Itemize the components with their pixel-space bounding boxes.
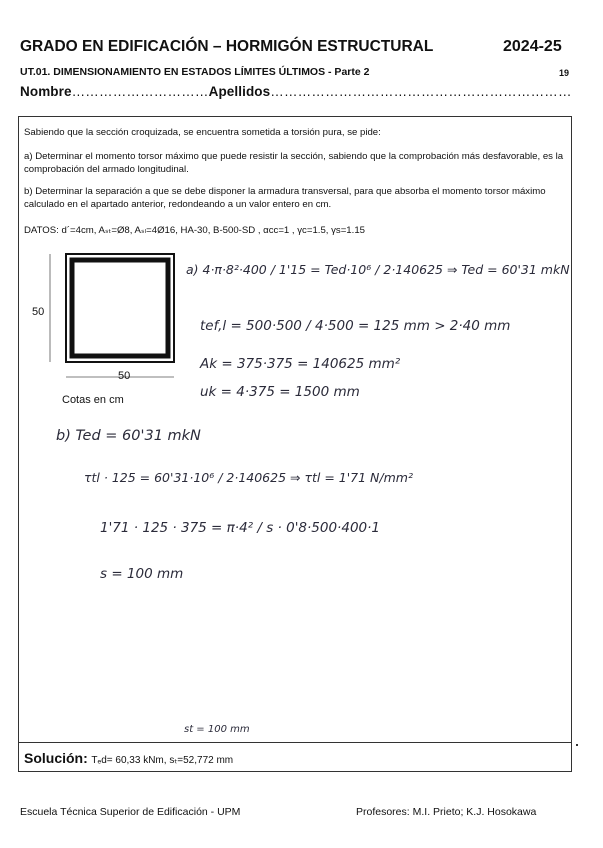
- solution-separator: [18, 742, 572, 743]
- handwritten-bottom-note: st = 100 mm: [184, 724, 250, 735]
- handwritten-line-b1: b) Ted = 60'31 mkN: [56, 428, 201, 444]
- problem-intro: Sabiendo que la sección croquizada, se encuentra sometida a torsión pura, se pide:: [24, 127, 381, 138]
- handwritten-line-b4: s = 100 mm: [100, 566, 184, 582]
- solution-line: [24, 750, 233, 766]
- document-title: GRADO EN EDIFICACIÓN – HORMIGÓN ESTRUCTURAL: [20, 38, 434, 55]
- nombre-dots: …………………………: [71, 84, 209, 99]
- outer-contour: [66, 254, 174, 362]
- footer-professors: Profesores: M.I. Prieto; K.J. Hosokawa: [356, 806, 537, 818]
- handwritten-line-b2: τtl · 125 = 60'31·10⁶ / 2·140625 ⇒ τtl = 1'71 N/mm²: [84, 470, 413, 485]
- height-dimension-label: 50: [32, 306, 45, 318]
- problem-part-b: b) Determinar la separación a que se debe disponer la armadura transversal, para que absorba el momento torsor máximo calculado en el apartado anterior, redondeando a un valor entero en cm.: [24, 186, 546, 210]
- apellidos-label: Apellidos: [208, 84, 271, 99]
- page-number: 19: [559, 68, 570, 78]
- problem-part-a: a) Determinar el momento torsor máximo que puede resistir la sección, sabiendo que la comprobación más desfavorable, es la comprobación del armado longitudinal.: [24, 151, 564, 175]
- margin-mark: [576, 744, 578, 746]
- width-dimension-label: 50: [118, 370, 131, 382]
- document-subtitle: UT.01. DIMENSIONAMIENTO EN ESTADOS LÍMITES ÚLTIMOS - Parte 2: [20, 66, 370, 78]
- problem-data: DATOS: d´=4cm, Aₛₜ=Ø8, Aₛₗ=4Ø16, HA-30, B-500-SD , αcc=1 , γc=1.5, γs=1.15: [24, 225, 365, 236]
- student-name-line: [20, 84, 572, 99]
- academic-year: 2024-25: [503, 38, 562, 55]
- handwritten-line-b3: 1'71 · 125 · 375 = π·4² / s · 0'8·500·400·1: [100, 520, 380, 536]
- cross-section-figure: [28, 246, 188, 396]
- footer-school: Escuela Técnica Superior de Edificación - UPM: [20, 806, 241, 818]
- exercise-frame: [18, 116, 572, 772]
- hollow-wall: [72, 260, 168, 356]
- handwritten-line-a1: a) 4·π·8²·400 / 1'15 = Ted·10⁶ / 2·140625 ⇒ Ted = 60'31 mkN: [186, 262, 570, 277]
- figure-caption: Cotas en cm: [62, 394, 124, 406]
- handwritten-line-a2: tef,l = 500·500 / 4·500 = 125 mm > 2·40 mm: [200, 318, 511, 334]
- nombre-label: Nombre: [20, 84, 72, 99]
- solution-label: Solución:: [24, 750, 88, 766]
- handwritten-line-a3: Ak = 375·375 = 140625 mm²: [200, 356, 401, 372]
- handwritten-line-a4: uk = 4·375 = 1500 mm: [200, 384, 360, 400]
- solution-value: Tₑd= 60,33 kNm, sₜ=52,772 mm: [91, 755, 234, 766]
- apellidos-dots: …………………………………………………………: [270, 84, 572, 99]
